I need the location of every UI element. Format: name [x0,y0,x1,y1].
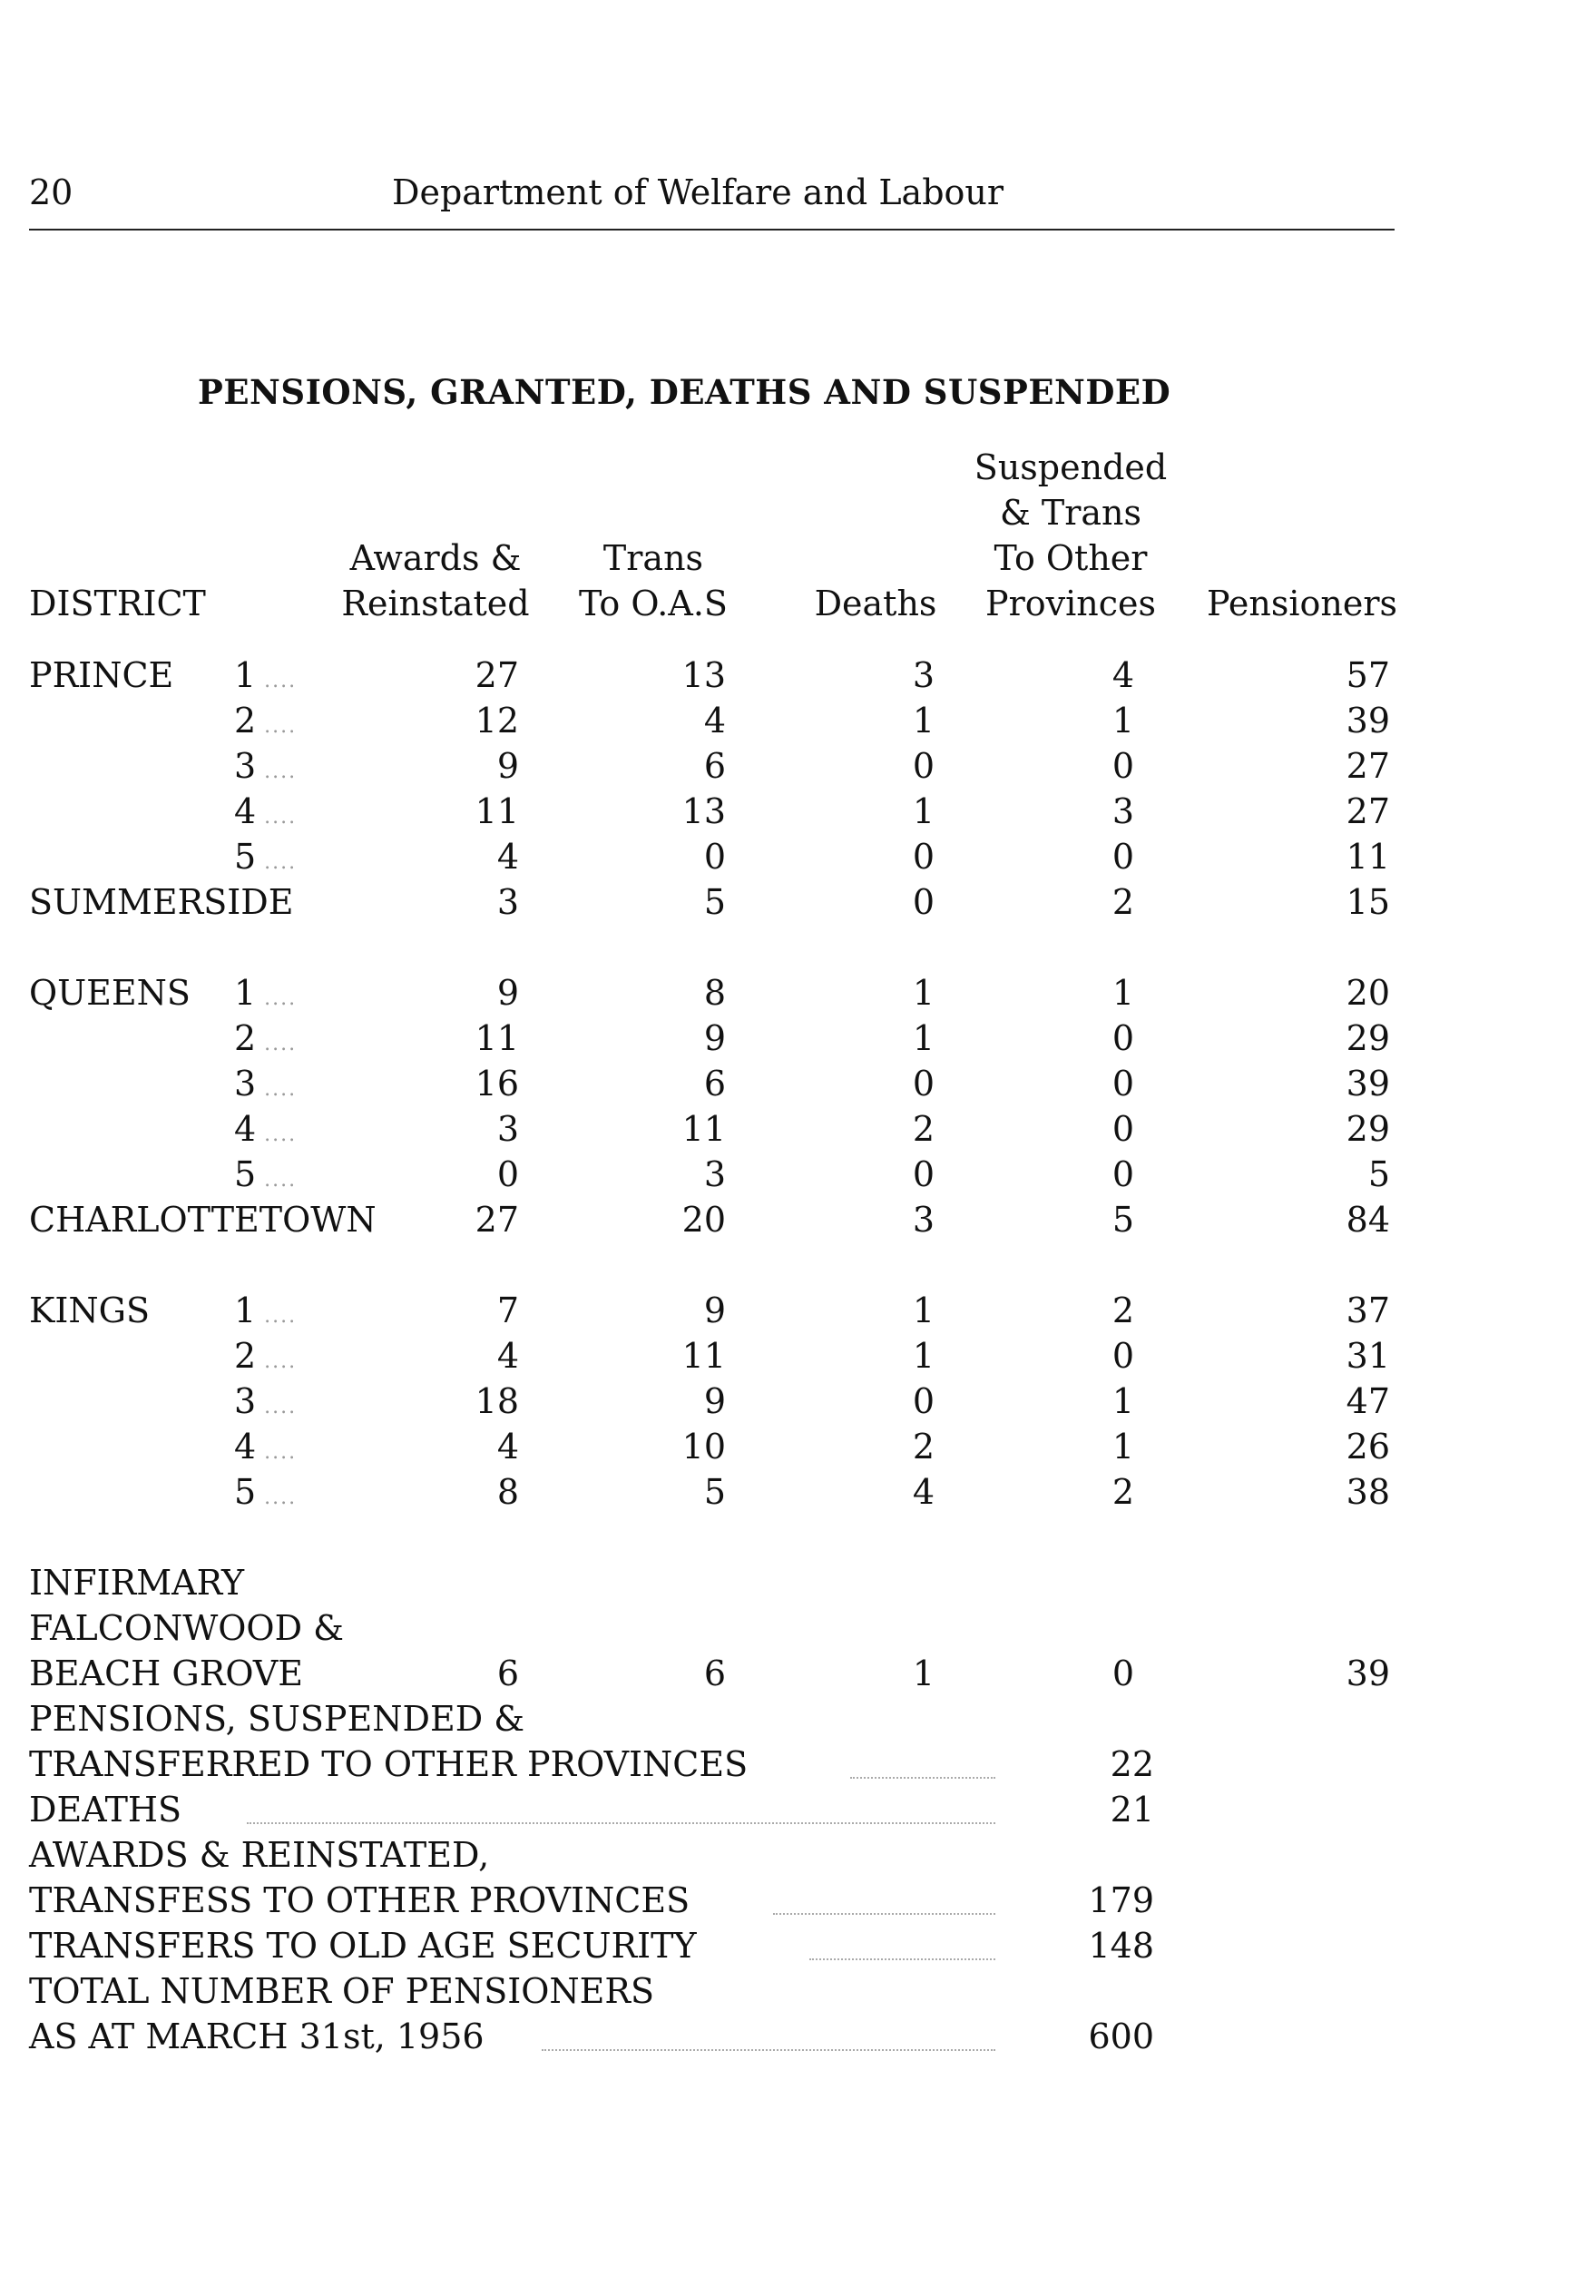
dot-leader: .... [256,1487,298,1509]
summary-total-row [29,2016,1154,2062]
trans-value: 3 [703,1154,726,1194]
pensioners-value: 29 [1346,1018,1390,1058]
table-row [0,655,1596,701]
awards-value: 11 [475,791,519,831]
dot-leader [850,1777,995,1779]
summary-label: AS AT MARCH 31st, 1956 [29,2016,485,2056]
deaths-value: 2 [912,1109,935,1149]
table-row [0,1381,1596,1427]
pensioners-value: 84 [1346,1200,1390,1240]
table-row [0,1064,1596,1109]
district-number: 2 .... [234,701,298,741]
suspended-value: 4 [1111,655,1134,695]
summary-value: 22 [1110,1744,1154,1784]
awards-value: 4 [496,837,519,877]
table-row [0,1472,1596,1517]
summary-value: 148 [1088,1926,1154,1966]
suspended-value: 5 [1111,1200,1134,1240]
table-row [0,701,1596,746]
district-number: 1 .... [234,1290,298,1330]
running-head: Department of Welfare and Labour [392,172,1004,212]
dot-leader: .... [256,806,298,829]
summary-label: TRANSFESS TO OTHER PROVINCES [29,1880,690,1920]
deaths-value: 1 [912,973,935,1013]
suspended-value: 2 [1111,1472,1134,1512]
summary-label: DEATHS [29,1790,182,1830]
pensioners-value: 47 [1346,1381,1390,1421]
summary-value: 179 [1088,1880,1154,1920]
deaths-value: 0 [912,837,935,877]
dot-leader [809,1958,995,1960]
trans-value: 9 [703,1381,726,1421]
table-row [0,837,1596,882]
deaths-value: 1 [912,1336,935,1376]
pensioners-value: 27 [1346,746,1390,786]
awards-value: 27 [475,655,519,695]
table-row [0,1336,1596,1381]
header-rule [29,229,1395,231]
deaths-value: 4 [912,1472,935,1512]
awards-value: 16 [475,1064,519,1104]
page-number: 20 [29,172,73,212]
table-row [0,791,1596,837]
dot-leader: .... [256,1350,298,1373]
deaths-value: 2 [912,1427,935,1467]
district-number: 2 .... [234,1336,298,1376]
dot-leader: .... [256,670,298,692]
awards-value: 8 [496,1472,519,1512]
awards-value: 18 [475,1381,519,1421]
summary-oas-row [29,1926,1154,1971]
summary-value: 21 [1110,1790,1154,1830]
dot-leader: .... [256,851,298,874]
table-row [0,746,1596,791]
table-title: PENSIONS, GRANTED, DEATHS AND SUSPENDED [198,372,1171,412]
table-row [0,1200,1596,1245]
pensioners-value: 15 [1346,882,1390,922]
suspended-value: 0 [1111,746,1134,786]
district-label: BEACH GROVE [29,1653,304,1693]
deaths-value: 1 [912,1290,935,1330]
table-row [0,973,1596,1018]
table-row [0,1290,1596,1336]
district-number: 3 .... [234,1381,298,1421]
deaths-value: 1 [912,1653,935,1693]
suspended-value: 1 [1111,1427,1134,1467]
awards-value: 6 [496,1653,519,1693]
dot-leader: .... [256,760,298,783]
awards-value: 11 [475,1018,519,1058]
summary-transfess-row [29,1880,1154,1926]
dot-leader: .... [256,1396,298,1418]
falconwood-line: FALCONWOOD & [29,1608,344,1648]
suspended-value: 0 [1111,1109,1134,1149]
trans-value: 0 [703,837,726,877]
district-number: 4 .... [234,791,298,831]
suspended-value: 0 [1111,1336,1134,1376]
dot-leader [247,1822,995,1824]
pensioners-value: 38 [1346,1472,1390,1512]
awards-value: 3 [496,882,519,922]
col-head-pensioners: Pensioners [1207,584,1397,623]
awards-value: 0 [496,1154,519,1194]
district-number: 4 .... [234,1109,298,1149]
table-row [0,1427,1596,1472]
deaths-value: 0 [912,882,935,922]
dot-leader: .... [256,1033,298,1055]
awards-value: 3 [496,1109,519,1149]
pensioners-value: 39 [1346,701,1390,741]
col-head-deaths: Deaths [814,584,937,623]
trans-value: 4 [703,701,726,741]
dot-leader [773,1913,995,1915]
summary-label: TRANSFERRED TO OTHER PROVINCES [29,1744,749,1784]
trans-value: 13 [681,655,726,695]
awards-value: 4 [496,1427,519,1467]
pensioners-value: 39 [1346,1064,1390,1104]
district-label: PRINCE [29,655,174,695]
table-row [0,1154,1596,1200]
deaths-value: 0 [912,1154,935,1194]
pensioners-value: 31 [1346,1336,1390,1376]
suspended-value: 0 [1111,1064,1134,1104]
suspended-value: 0 [1111,1154,1134,1194]
deaths-value: 0 [912,1064,935,1104]
infirmary-line: INFIRMARY [29,1563,245,1603]
trans-value: 10 [681,1427,726,1467]
district-label: KINGS [29,1290,151,1330]
awards-value: 12 [475,701,519,741]
dot-leader: .... [256,987,298,1010]
suspended-value: 0 [1111,1018,1134,1058]
trans-value: 9 [703,1018,726,1058]
district-number: 2 .... [234,1018,298,1058]
trans-value: 6 [703,1653,726,1693]
trans-value: 20 [681,1200,726,1240]
summary-suspended-line1: PENSIONS, SUSPENDED & [29,1699,525,1739]
suspended-value: 1 [1111,973,1134,1013]
summary-deaths-row [29,1790,1154,1835]
pensioners-value: 20 [1346,973,1390,1013]
pensioners-value: 39 [1346,1653,1390,1693]
district-number: 5 .... [234,1472,298,1512]
col-head-trans: Trans To O.A.S [579,538,728,623]
suspended-value: 1 [1111,701,1134,741]
district-number: 3 .... [234,1064,298,1104]
dot-leader: .... [256,715,298,738]
summary-suspended-row [29,1744,1154,1790]
col-head-suspended: Suspended & Trans To Other Provinces [974,447,1168,623]
col-head-awards: Awards & Reinstated [341,538,530,623]
deaths-value: 1 [912,1018,935,1058]
deaths-value: 1 [912,701,935,741]
district-number: 5 .... [234,1154,298,1194]
deaths-value: 3 [912,655,935,695]
dot-leader: .... [256,1305,298,1328]
trans-value: 11 [681,1336,726,1376]
summary-awards-line1: AWARDS & REINSTATED, [29,1835,490,1875]
awards-value: 4 [496,1336,519,1376]
dot-leader: .... [256,1078,298,1101]
pensioners-value: 27 [1346,791,1390,831]
district-label: SUMMERSIDE [29,882,294,922]
suspended-value: 2 [1111,1290,1134,1330]
suspended-value: 0 [1111,837,1134,877]
trans-value: 9 [703,1290,726,1330]
district-label: CHARLOTTETOWN [29,1200,377,1240]
deaths-value: 0 [912,1381,935,1421]
awards-value: 9 [496,746,519,786]
suspended-value: 1 [1111,1381,1134,1421]
col-head-district: DISTRICT [29,584,206,623]
trans-value: 8 [703,973,726,1013]
deaths-value: 0 [912,746,935,786]
district-number: 5 .... [234,837,298,877]
summary-value: 600 [1088,2016,1154,2056]
awards-value: 27 [475,1200,519,1240]
district-number: 3 .... [234,746,298,786]
pensioners-value: 29 [1346,1109,1390,1149]
table-row [0,882,1596,927]
deaths-value: 1 [912,791,935,831]
district-number: 1 .... [234,655,298,695]
table-row [0,1018,1596,1064]
deaths-value: 3 [912,1200,935,1240]
pensioners-value: 5 [1367,1154,1390,1194]
trans-value: 6 [703,746,726,786]
summary-label: TRANSFERS TO OLD AGE SECURITY [29,1926,697,1966]
page-header [29,172,1390,227]
suspended-value: 3 [1111,791,1134,831]
district-number: 4 .... [234,1427,298,1467]
district-label: QUEENS [29,973,191,1013]
pensioners-value: 11 [1346,837,1390,877]
pensioners-value: 57 [1346,655,1390,695]
dot-leader [542,2049,995,2051]
trans-value: 5 [703,882,726,922]
dot-leader: .... [256,1441,298,1464]
table-row [0,1109,1596,1154]
dot-leader: .... [256,1123,298,1146]
suspended-value: 2 [1111,882,1134,922]
trans-value: 6 [703,1064,726,1104]
trans-value: 5 [703,1472,726,1512]
dot-leader: .... [256,1169,298,1192]
trans-value: 13 [681,791,726,831]
pensioners-value: 26 [1346,1427,1390,1467]
suspended-value: 0 [1111,1653,1134,1693]
awards-value: 7 [496,1290,519,1330]
awards-value: 9 [496,973,519,1013]
district-number: 1 .... [234,973,298,1013]
table-row-beach-grove [0,1653,1596,1699]
trans-value: 11 [681,1109,726,1149]
pensioners-value: 37 [1346,1290,1390,1330]
summary-total-line1: TOTAL NUMBER OF PENSIONERS [29,1971,655,2011]
